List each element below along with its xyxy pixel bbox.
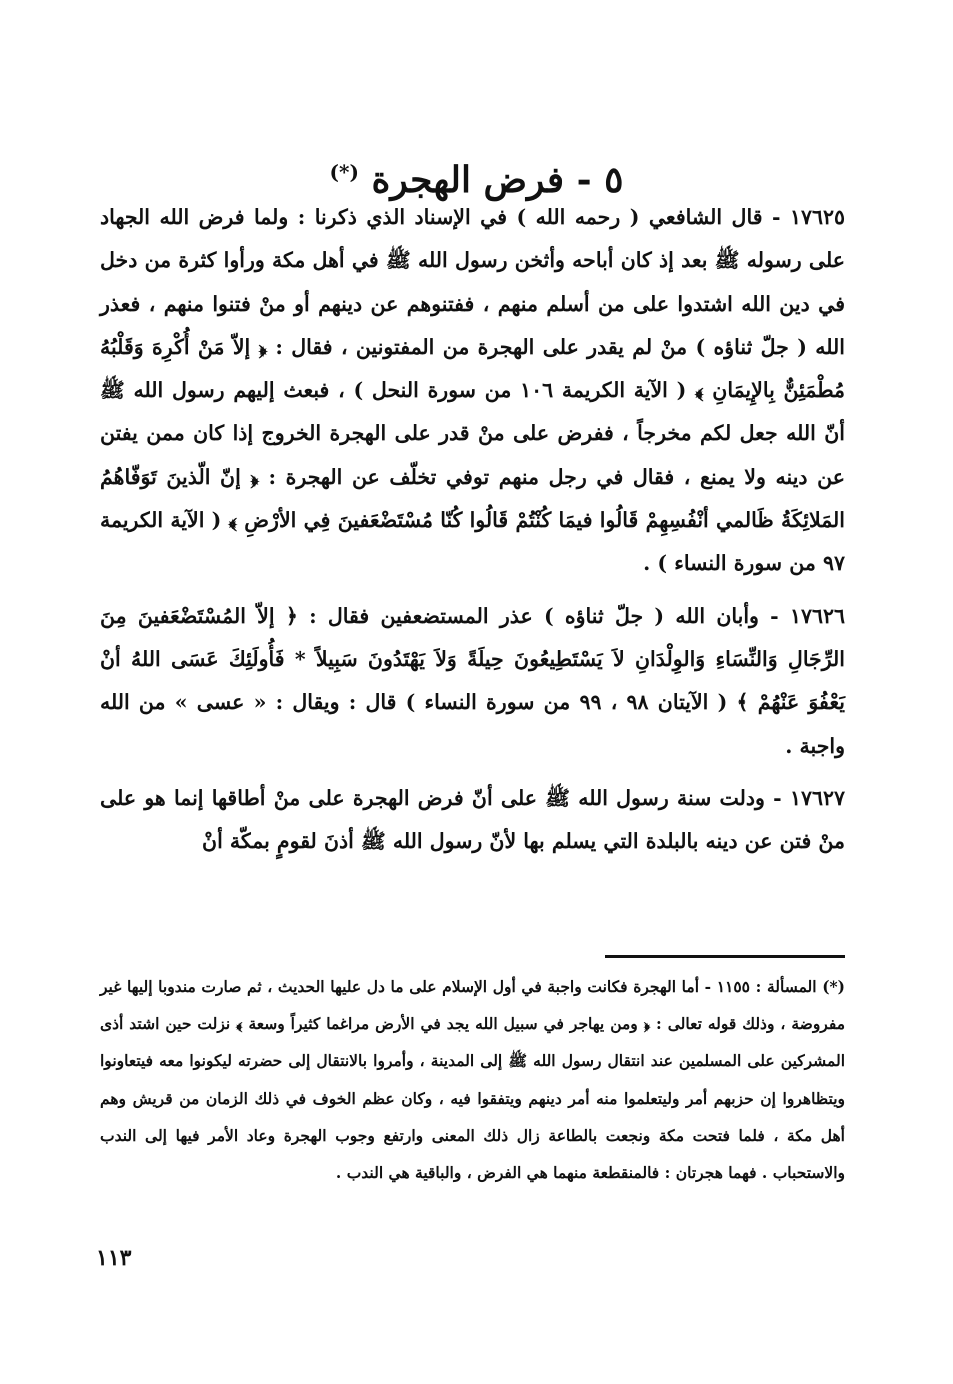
paragraph-number: ١٧٦٢٥ xyxy=(789,205,845,229)
footnote-marker: (*) xyxy=(822,977,845,996)
footnote-label: المسألة : xyxy=(755,977,817,996)
title-footnote-marker: (*) xyxy=(329,160,359,185)
paragraph-text: - وأبان الله ( جلّ ثناؤه ) عذر المستضعفين فقال : ﴿ إلاّ المُسْتَضْعَفينَ مِنَ الرِّجَالِ وَالنِّسَاءِ وَالوِلْدَانِ لاَ يَسْتَطِيعُونَ حِيلَةً وَلاَ يَهْتَدُونَ سَبِيلاً * فَأُولَئِكَ عَسَى اللهُ أنْ يَعْفُوَ عَنْهُمْ ﴾ ( الآيتان ٩٨ ، ٩٩ من سورة النساء ) قال : ويقال : « عسى » من الله واجبة . xyxy=(100,603,845,758)
paragraph-17626 xyxy=(100,595,845,768)
footnote-text: ١١٥٥ - أما الهجرة فكانت واجبة في أول الإسلام على ما دل عليها الحديث ، ثم صارت مندوبا إليها غير مفروضة ، وذلك قوله تعالى : ﴿ ومن يهاجر في سبيل الله يجد في الأرض مراغما كثيراً وسعة ﴾ نزلت حين اشتد أذى المشركين على المسلمين عند انتقال رسول الله ﷺ إلى المدينة ، وأمروا بالانتقال إلى حضرته ليكونوا معه فيتعاونوا ويتظاهروا إن حزبهم أمر وليتعلموا منه أمر دينهم ويتفقوا فيه ، وكان عظم الخوف في ذلك الزمان من قريش وهم أهل مكة ، فلما فتحت مكة ونجعت بالطاعة زال ذلك المعنى وارتفع وجوب الهجرة وعاد الأمر فيها إلى الندب والاستحباب . فهما هجرتان : فالمنقطعة منهما هي الفرض ، والباقية هي الندب . xyxy=(100,977,845,1183)
paragraph-text: - ودلت سنة رسول الله ﷺ على أنّ فرض الهجرة على منْ أطاقها إنما هو على منْ فتن عن دينه بالبلدة التي يسلم بها لأنّ رسول الله ﷺ أذنَ لقومٍ بمكّة أنْ xyxy=(100,785,845,854)
paragraph-17627 xyxy=(100,777,845,864)
paragraph-17625 xyxy=(100,196,845,586)
paragraph-number: ١٧٦٢٧ xyxy=(789,785,845,810)
paragraph-number: ١٧٦٢٦ xyxy=(789,603,845,628)
main-text xyxy=(100,196,845,863)
section-title-text: ٥ - فرض الهجرة xyxy=(371,159,624,202)
page-number: ١١٣ xyxy=(96,1245,132,1271)
paragraph-text: - قال الشافعي ( رحمه الله ) في الإسناد الذي ذكرنا : ولما فرض الله الجهاد على رسوله ﷺ بعد إذ كان أباحه وأثخن رسول الله ﷺ في أهل مكة ورأوا كثرة من دخل في دين الله اشتدوا على من أسلم منهم ، ففتنوهم عن دينهم أو منْ فتنوا منهم ، فعذر الله ( جلّ ثناؤه ) منْ لم يقدر على الهجرة من المفتونين ، فقال : ﴿ إلاّ مَنْ أُكْرِهَ وَقَلْبُهُ مُطْمَئِنٌّ بِالإِيمَانِ ﴾ ( الآية الكريمة ١٠٦ من سورة النحل ) ، فبعث إليهم رسول الله ﷺ أنّ الله جعل لكم مخرجاً ، ففرض على منْ قدر على الهجرة الخروج إذا كان ممن يفتن عن دينه ولا يمنع ، فقال في رجل منهم توفي تخلّف عن الهجرة : ﴿ إنّ الّذينَ تَوَفّاهُمُ المَلائِكَةُ ظَالمي أنْفُسِهِمْ قَالُوا فيمَا كُنْتُمْ قَالُوا كُنّا مُسْتَضْعَفينَ فِي الأرْضِ ﴾ ( الآية الكريمة ٩٧ من سورة النساء ) . xyxy=(100,205,845,576)
footnote xyxy=(100,968,845,1191)
footnote-divider xyxy=(605,955,845,958)
